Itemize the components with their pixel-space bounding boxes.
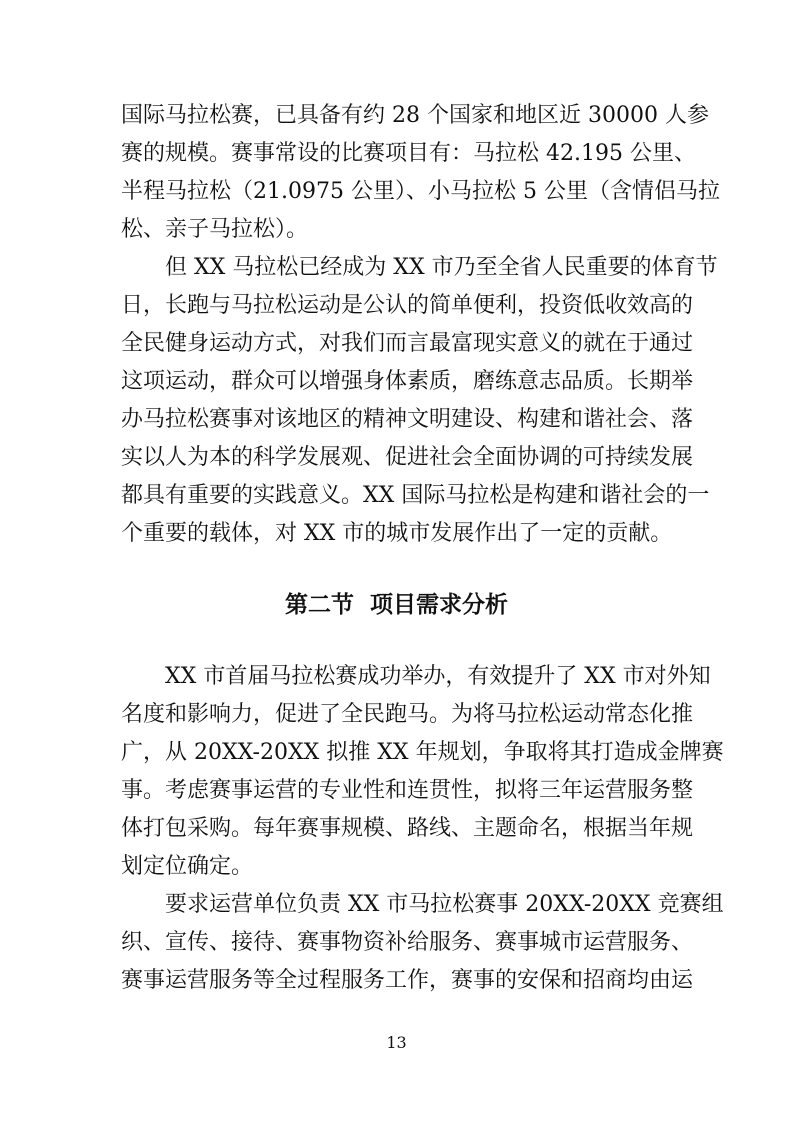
paragraph-line: 实以人为本的科学发展观、促进社会全面协调的可持续发展 xyxy=(121,445,694,470)
paragraph-line: 要求运营单位负责 XX 市马拉松赛事 20XX-20XX 竞赛组 xyxy=(165,892,724,917)
section-heading: 第二节 项目需求分析 xyxy=(284,592,508,618)
paragraph-line: 都具有重要的实践意义。XX 国际马拉松是构建和谐社会的一 xyxy=(121,483,710,508)
paragraph-line: 个重要的载体，对 XX 市的城市发展作出了一定的贡献。 xyxy=(121,521,673,546)
paragraph-line: 织、宣传、接待、赛事物资补给服务、赛事城市运营服务、 xyxy=(121,930,694,955)
paragraph-line: 事。考虑赛事运营的专业性和连贯性，拟将三年运营服务整 xyxy=(121,778,694,803)
paragraph-line: 松、亲子马拉松）。 xyxy=(121,217,309,242)
paragraph-line: 体打包采购。每年赛事规模、路线、主题命名，根据当年规 xyxy=(121,816,694,841)
paragraph-line: 国际马拉松赛，已具备有约 28 个国家和地区近 30000 人参 xyxy=(121,103,709,128)
paragraph-line: 划定位确定。 xyxy=(121,854,254,879)
paragraph-line: 办马拉松赛事对该地区的精神文明建设、构建和谐社会、落 xyxy=(121,407,694,432)
paragraph-line: 半程马拉松（21.0975 公里）、小马拉松 5 公里（含情侣马拉 xyxy=(121,179,720,204)
paragraph-line: 赛事运营服务等全过程服务工作，赛事的安保和招商均由运 xyxy=(121,968,694,993)
page-number: 13 xyxy=(386,1033,407,1052)
paragraph-line: 但 XX 马拉松已经成为 XX 市乃至全省人民重要的体育节 xyxy=(165,255,718,280)
paragraph-line: 日，长跑与马拉松运动是公认的简单便利，投资低收效高的 xyxy=(121,293,694,318)
paragraph-line: 赛的规模。赛事常设的比赛项目有：马拉松 42.195 公里、 xyxy=(121,141,696,166)
paragraph-line: XX 市首届马拉松赛成功举办，有效提升了 XX 市对外知 xyxy=(165,664,711,689)
paragraph-line: 名度和影响力，促进了全民跑马。为将马拉松运动常态化推 xyxy=(121,702,694,727)
paragraph-line: 全民健身运动方式，对我们而言最富现实意义的就在于通过 xyxy=(121,331,694,356)
paragraph-line: 广，从 20XX-20XX 拟推 XX 年规划，争取将其打造成金牌赛 xyxy=(121,740,724,765)
paragraph-line: 这项运动，群众可以增强身体素质，磨练意志品质。长期举 xyxy=(121,369,694,394)
